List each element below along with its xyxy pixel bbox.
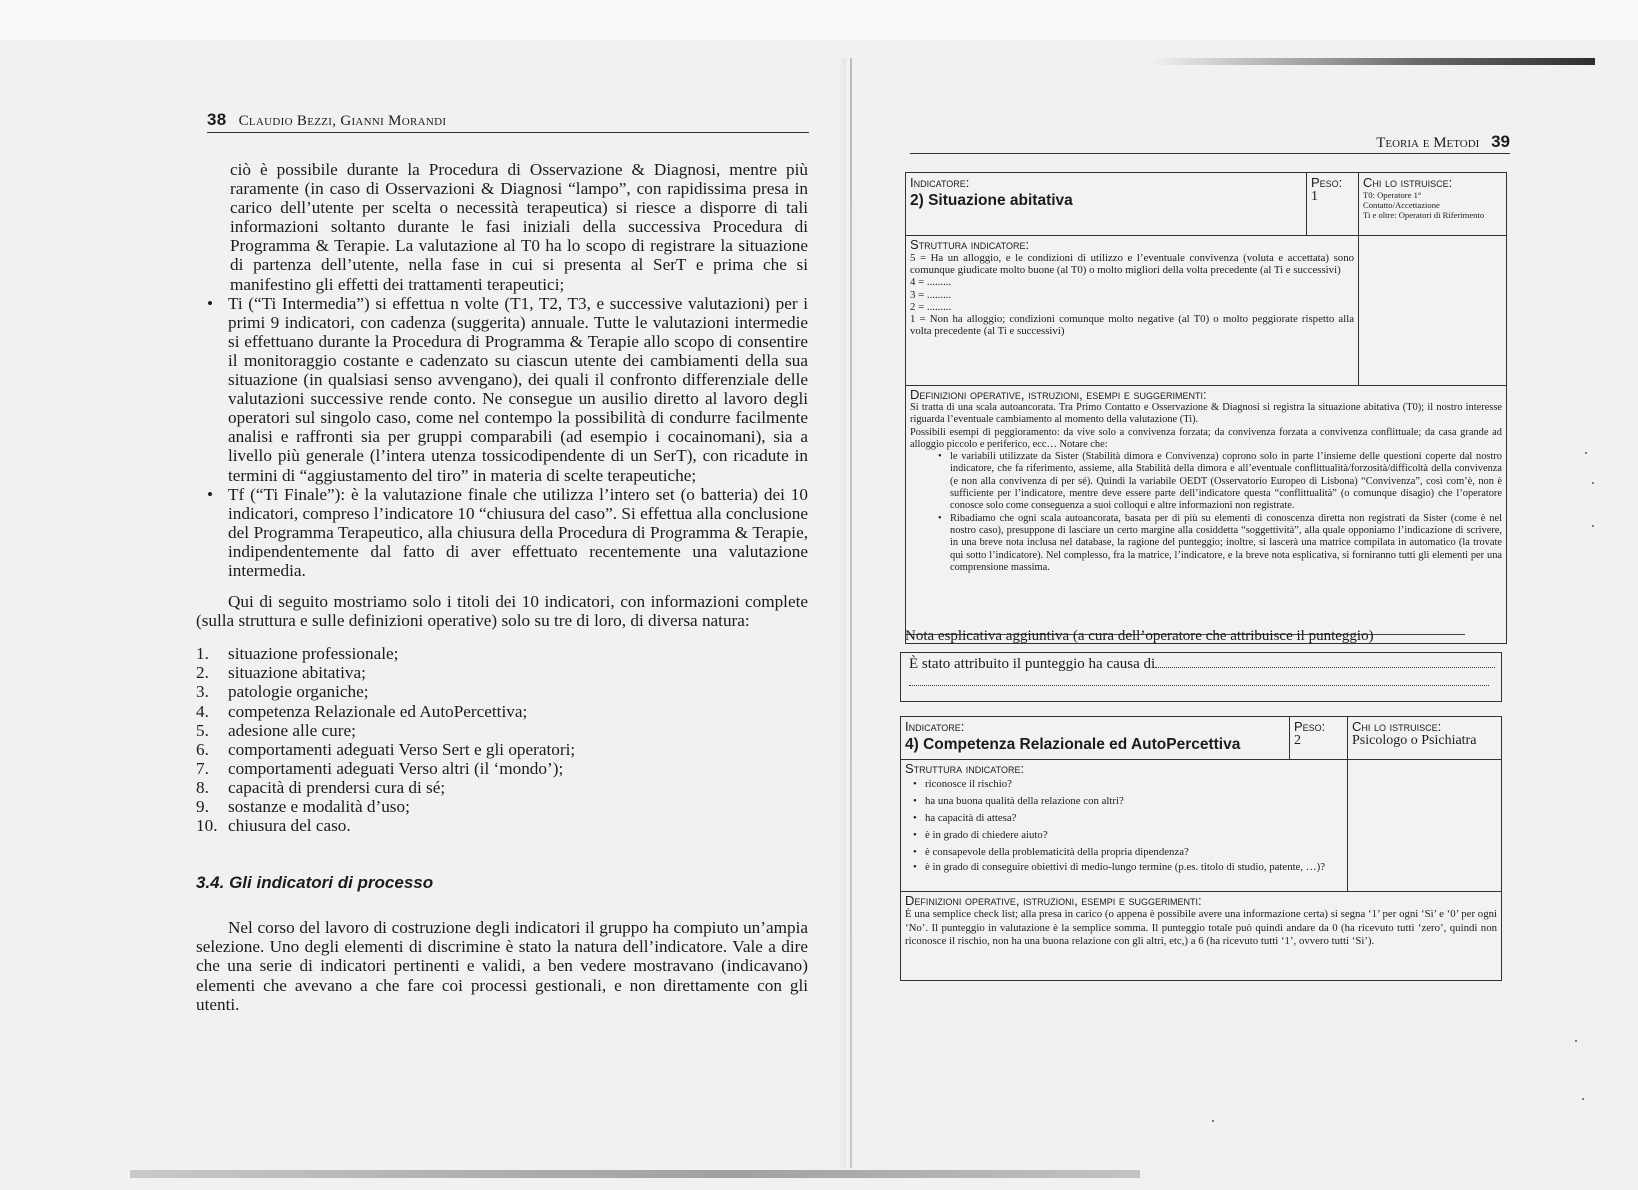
list-item <box>196 778 808 797</box>
peso-cell <box>1306 173 1358 235</box>
chi-label: Chi lo istruisce: <box>1363 175 1453 190</box>
bullet-icon: • <box>913 861 917 873</box>
bullet-icon: • <box>207 484 214 504</box>
list-number: 9. <box>196 797 209 816</box>
definizioni-cell <box>906 385 1506 643</box>
definizioni-bullet <box>910 513 1502 574</box>
struttura-cell <box>906 235 1358 385</box>
bullet-text: le variabili utilizzate da Sister (Stabilità dimora e Convivenza) coprono solo in parte l’insieme delle questioni coperte dal nostro indicatore, che fa riferimento, assieme, alla Stabilità della dimora e all’eventuale conflittualità/forzosità/difficoltà della convivenza (e non alla convivenza di per sé). Quindi la variabile OEDT (Osservatorio Europeo di Lisbona) “Convivenza”, così com’è, non è sufficiente per l’indicatore, mentre deve essere parte dell’indicatore questa “conflittualità” (o comunque disagio) che l’operatore conosce solo come conseguenza a suoi colloqui e altre informazioni non registrate. <box>950 451 1502 512</box>
struttura-side-cell <box>1358 235 1506 385</box>
scale-row: 3 = ......... <box>910 288 952 301</box>
definizioni-text: È una semplice check list; alla presa in carico (o appena è possibile avere una informazione certa) si segna ‘1’ per ogni ‘Sì’ e ‘0’ per ogni ‘No’. Il punteggio in valutazione è la semplice somma. Il punteggio totale può quindi andare da 0 (ha ricevuto tutti ‘zero’, quindi non riconosce il rischio, non ha una buona relazione con gli altri, etc,) a 6 (ha ricevuto tutti ‘1’, ovvero tutti ‘Sì’). <box>905 908 1497 948</box>
bullet-tf-text: Tf (“Ti Finale”): è la valutazione finale che utilizza l’intero set (o batteria) dei 10 indicatori, compreso l’indicatore 10 “chiusura del caso”. Si effettua alla conclusione del Programma Terapeutico, alla chiusura della Procedura di Programma & Terapie, indipendentemente dal fatto di aver effettuato recentemente una valutazione intermedia. <box>228 484 808 580</box>
indicator-label: Indicatore: <box>910 175 970 190</box>
list-number: 4. <box>196 701 209 721</box>
header-authors: Claudio Bezzi, Gianni Morandi <box>238 113 447 129</box>
chi-line: Ti e oltre: Operatori di Riferimento <box>1363 210 1485 220</box>
scan-shadow-bar <box>1150 58 1595 65</box>
list-text: competenza Relazionale ed AutoPercettiva; <box>228 701 528 721</box>
checklist-item <box>905 776 1343 793</box>
book-gutter-shadow <box>838 58 846 1168</box>
scan-speck <box>1592 525 1594 527</box>
list-text: patologie organiche; <box>228 682 369 702</box>
peso-label: Peso: <box>1294 719 1326 734</box>
list-text: chiusura del caso. <box>228 816 351 836</box>
bullet-icon: • <box>913 778 917 790</box>
list-text: comportamenti adeguati Verso altri (il ‘mondo’); <box>228 758 564 778</box>
chi-line: Contatto/Accettazione <box>1363 200 1440 210</box>
checklist-item <box>905 844 1343 861</box>
definizioni-paragraph: Si tratta di una scala autoancorata. Tra Primo Contatto e Osservazione & Diagnosi si registra la situazione abitativa (T0); il nostro interesse riguarda l’eventuale cambiamento al momento della valutazione (Ti). <box>910 402 1502 426</box>
bullet-icon: • <box>207 293 214 313</box>
nota-dotted-line <box>909 673 1489 686</box>
section-heading: 3.4. Gli indicatori di processo <box>196 873 434 893</box>
struttura-side-cell <box>1347 759 1501 891</box>
list-number: 7. <box>196 758 209 778</box>
checklist-text: riconosce il rischio? <box>925 778 1012 790</box>
bullet-icon: • <box>913 795 917 807</box>
list-text: situazione abitativa; <box>228 663 366 683</box>
list-number: 8. <box>196 777 209 797</box>
indicator-label: Indicatore: <box>905 719 965 734</box>
definizioni-label: Definizioni operative, istruzioni, esempi e suggerimenti: <box>905 893 1202 908</box>
scale-row: 4 = ......... <box>910 276 952 289</box>
indicator-title-cell <box>910 175 1305 235</box>
indicator-box-abitativa <box>905 172 1507 644</box>
paragraph-continuation: ciò è possibile durante la Procedura di Osservazione & Diagnosi, mentre più raramente (in caso di Osservazioni & Diagnosi “lampo”, con rapidissima presa in carico dell’utente per scelta o necessità terapeutica) si riesce a disporre di tali informazioni soltanto durante le fasi iniziali della successiva Procedura di Programma & Terapie. La valutazione al T0 ha lo scopo di registrare la situazione di partenza dell’utente, nella fase in cui si presenta al SerT e prima che si manifestino gli effetti dei trattamenti terapeutici; <box>230 160 808 294</box>
indicator-list <box>196 644 808 835</box>
indicator-title-cell <box>905 719 1285 759</box>
list-number: 5. <box>196 720 209 740</box>
list-intro: Qui di seguito mostriamo solo i titoli dei 10 indicatori, con informazioni complete (sulla struttura e sulle definizioni operative) solo su tre di loro, di diversa natura: <box>196 592 808 631</box>
definizioni-bullet <box>910 451 1502 512</box>
list-item <box>196 663 808 682</box>
nota-label: Nota esplicativa aggiuntiva (a cura dell’operatore che attribuisce il punteggio) <box>905 628 1374 644</box>
nota-field-text: È stato attribuito il punteggio ha causa di <box>909 656 1156 672</box>
bullet-ti-text: Ti (“Ti Intermedia”) si effettua n volte (T1, T2, T3, e successive valutazioni) per i primi 9 indicatori, con cadenza (suggerita) annuale. Tutte le valutazioni intermedie si effettuano durante la Procedura di Programma & Terapie allo scopo di consentire il monitoraggio costante e cadenzato su ciascun utente dei cambiamenti della sua situazione (in qualsiasi senso avvengano), dei quali il confronto differenziale delle valutazioni successive rende conto. Ne consegue un ausilio diretto al lavoro degli operatori sul singolo caso, come nel contempo la possibilità di condurre facilmente analisi e raffronti sia per gruppi comparabili (ad esempio i cocainomani), sia a livello più generale (l’intera utenza tossicodipendente di un SerT), con ricadute in termini di “aggiustamento del tiro” in materia di scelte terapeutiche; <box>228 293 808 485</box>
chi-value: Psicologo o Psichiatra <box>1352 733 1477 748</box>
scan-speck <box>1585 452 1587 454</box>
chi-line: T0: Operatore 1° <box>1363 190 1422 200</box>
scan-top-margin <box>0 0 1638 40</box>
indicator-title: 4) Competenza Relazionale ed AutoPercettiva <box>905 736 1241 753</box>
book-gutter <box>850 58 852 1168</box>
left-running-header <box>207 110 809 133</box>
struttura-cell <box>901 759 1347 891</box>
bullet-icon: • <box>913 812 917 824</box>
list-item <box>196 721 808 740</box>
scan-speck <box>1582 1098 1584 1100</box>
checklist-text: è in grado di chiedere aiuto? <box>925 829 1048 841</box>
list-item <box>196 816 808 835</box>
scale-row: 5 = Ha un alloggio, e le condizioni di utilizzo e l’eventuale convivenza (voluta e accettata) sono comunque giudicate molto buone (al T0) o molto migliori della volta precedente (al Ti e successivi) <box>910 252 1354 277</box>
list-text: sostanze e modalità d’uso; <box>228 797 410 816</box>
bullet-icon: • <box>938 512 942 524</box>
checklist-text: ha una buona qualità della relazione con altri? <box>925 795 1124 807</box>
definizioni-paragraph: Possibili esempi di peggioramento: da vive solo a convivenza forzata; da convivenza forzata a convivenza conflittuale; da casa grande ad alloggio piccolo e periferico, ecc… Notare che: <box>910 426 1502 450</box>
section-paragraph: Nel corso del lavoro di costruzione degli indicatori il gruppo ha compiuto un’ampia selezione. Uno degli elementi di discrimine è stato la natura dell’indicatore. Vale a dire che una serie di indicatori pertinenti e validi, a ben vedere mostravano (indicavano) elementi che avevano a che fare coi processi gestionali, e non direttamente con gli utenti. <box>196 918 808 1014</box>
nota-dotted-fill <box>1155 655 1495 668</box>
definizioni-body <box>910 402 1502 574</box>
struttura-checklist <box>905 776 1343 874</box>
scan-speck <box>1575 1040 1577 1042</box>
scan-bottom-bar <box>130 1170 1140 1178</box>
checklist-item <box>905 793 1343 810</box>
peso-value: 1 <box>1311 189 1318 204</box>
list-number: 10. <box>196 816 218 836</box>
chi-cell <box>1358 173 1506 235</box>
struttura-scale <box>910 252 1354 337</box>
list-text: capacità di prendersi cura di sé; <box>228 777 446 797</box>
bullet-tf <box>196 485 808 580</box>
indicator-title: 2) Situazione abitativa <box>910 192 1073 209</box>
peso-value: 2 <box>1294 733 1301 748</box>
list-text: comportamenti adeguati Verso Sert e gli operatori; <box>228 739 576 759</box>
list-item <box>196 740 808 759</box>
scale-row: 2 = ......... <box>910 300 952 313</box>
right-page-number: 39 <box>1491 132 1510 151</box>
struttura-label: Struttura indicatore: <box>905 761 1025 776</box>
checklist-item <box>905 861 1343 874</box>
list-number: 2. <box>196 663 209 683</box>
bullet-text: Ribadiamo che ogni scala autoancorata, basata per di più su elementi di conoscenza diretta non registrati da Sister (come è nel nostro caso), presuppone di lasciare un certo margine alla cosiddetta “soggettività”, alla quale opponiamo l’indicazione di scrivere, in una breve nota inclusa nel database, la ragione del punteggio; inoltre, si lascerà una matrice compilata in automatico (la trovate qui sotto l’indicatore). Nel complesso, fra la matrice, l’indicatore, e la breve nota esplicativa, si forniranno tutti gli elementi per una comprensione massima. <box>950 512 1502 573</box>
right-running-header <box>910 132 1510 154</box>
list-item <box>196 682 808 701</box>
bullet-ti <box>196 294 808 485</box>
bullet-icon: • <box>913 846 917 858</box>
chi-cell <box>1347 717 1501 759</box>
left-page-body <box>196 160 808 1014</box>
list-number: 6. <box>196 739 209 759</box>
list-item <box>196 759 808 778</box>
checklist-text: è consapevole della problematicità della propria dipendenza? <box>925 846 1189 858</box>
bullet-icon: • <box>938 451 942 463</box>
peso-cell <box>1289 717 1347 759</box>
chi-label: Chi lo istruisce: <box>1352 719 1442 734</box>
nota-field[interactable] <box>900 652 1502 702</box>
peso-label: Peso: <box>1311 175 1343 190</box>
indicator-box-competenza <box>900 716 1502 981</box>
left-page-number: 38 <box>207 110 227 129</box>
list-text: adesione alle cure; <box>228 720 356 740</box>
list-number: 1. <box>196 644 209 664</box>
struttura-label: Struttura indicatore: <box>910 237 1030 252</box>
bullet-icon: • <box>913 829 917 841</box>
list-item <box>196 644 808 663</box>
scan-speck <box>1592 482 1594 484</box>
checklist-text: è in grado di conseguire obiettivi di medio-lungo termine (p.es. titolo di studio, patente, …)? <box>925 861 1325 873</box>
list-number: 3. <box>196 682 209 702</box>
checklist-item <box>905 827 1343 844</box>
list-item <box>196 797 808 816</box>
scan-speck <box>1212 1120 1214 1122</box>
checklist-text: ha capacità di attesa? <box>925 812 1017 824</box>
definizioni-cell <box>901 891 1501 980</box>
header-title: Teoria e Metodi <box>1376 135 1480 151</box>
definizioni-label: Definizioni operative, istruzioni, esempi e suggerimenti: <box>910 387 1207 402</box>
list-text: situazione professionale; <box>228 644 399 664</box>
checklist-item <box>905 810 1343 827</box>
scale-row: 1 = Non ha alloggio; condizioni comunque molto negative (al T0) o molto peggiorate rispetto alla volta precedente (al Ti e successivi) <box>910 313 1354 338</box>
list-item <box>196 702 808 721</box>
